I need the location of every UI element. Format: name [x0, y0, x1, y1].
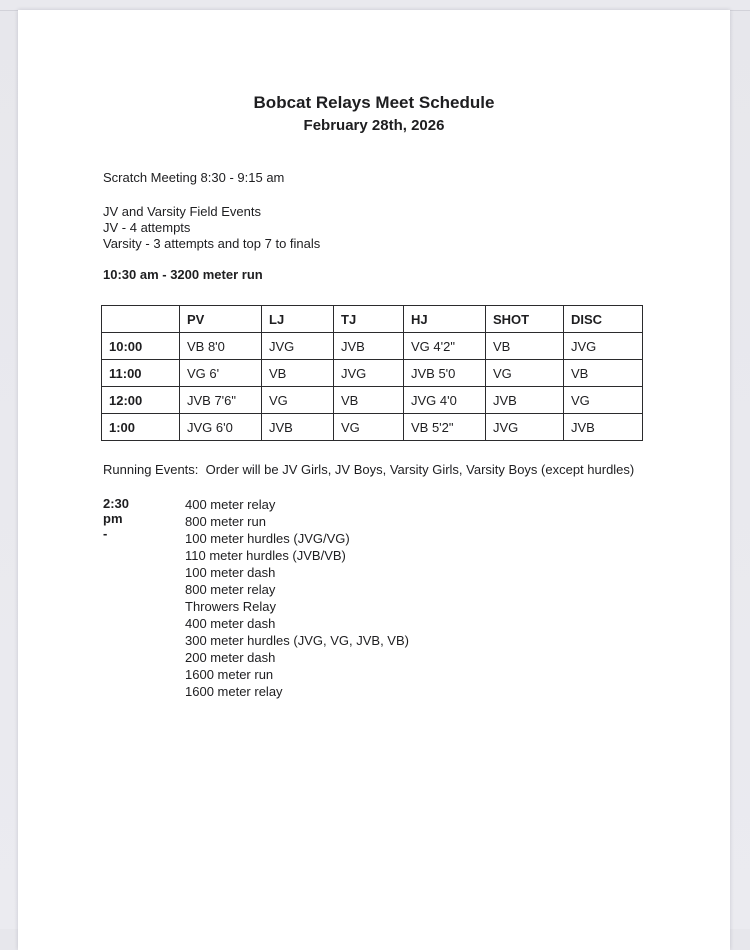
- table-cell: JVB 7'6": [180, 387, 262, 414]
- table-cell: VG: [564, 387, 643, 414]
- table-cell: JVB 5'0: [404, 360, 486, 387]
- header-cell-lj: LJ: [262, 306, 334, 333]
- table-cell: VG 4'2": [404, 333, 486, 360]
- table-cell: VB: [486, 333, 564, 360]
- table-cell: JVB: [564, 414, 643, 441]
- table-cell: JVG: [334, 360, 404, 387]
- table-cell: JVG 6'0: [180, 414, 262, 441]
- running-events-list: [185, 496, 605, 700]
- varsity-attempts-line: Varsity - 3 attempts and top 7 to finals: [103, 236, 321, 251]
- table-cell: 11:00: [102, 360, 180, 387]
- list-item: 800 meter relay: [185, 582, 276, 597]
- table-cell: JVG: [262, 333, 334, 360]
- table-cell: VG: [486, 360, 564, 387]
- document-page: [18, 10, 730, 950]
- table-cell: VB 8'0: [180, 333, 262, 360]
- scratch-meeting-line: Scratch Meeting 8:30 - 9:15 am: [103, 170, 285, 185]
- list-item: 100 meter dash: [185, 565, 276, 580]
- running-events-note: Running Events: Order will be JV Girls, JV Boys, Varsity Girls, Varsity Boys (except hurdles): [103, 462, 635, 477]
- table-cell: JVG: [486, 414, 564, 441]
- running-start-time: 2:30 pm -: [103, 496, 130, 541]
- table-cell: 1:00: [102, 414, 180, 441]
- list-item: 1600 meter run: [185, 667, 274, 682]
- header-cell-time: [102, 306, 180, 333]
- title-block: [18, 92, 730, 136]
- header-cell-tj: TJ: [334, 306, 404, 333]
- table-header-row: [102, 306, 643, 333]
- run-3200-line: 10:30 am - 3200 meter run: [103, 267, 263, 282]
- list-item: 400 meter dash: [185, 616, 276, 631]
- header-cell-disc: DISC: [564, 306, 643, 333]
- header-cell-pv: PV: [180, 306, 262, 333]
- field-events-heading: JV and Varsity Field Events: [103, 204, 261, 219]
- list-item: 110 meter hurdles (JVB/VB): [185, 548, 346, 563]
- header-cell-hj: HJ: [404, 306, 486, 333]
- table-cell: JVG 4'0: [404, 387, 486, 414]
- list-item: 1600 meter relay: [185, 684, 283, 699]
- field-schedule-table: [101, 305, 643, 441]
- list-item: 200 meter dash: [185, 650, 276, 665]
- table-cell: JVB: [334, 333, 404, 360]
- table-cell: JVG: [564, 333, 643, 360]
- table-row: [102, 333, 643, 360]
- document-title: Bobcat Relays Meet Schedule: [253, 93, 495, 112]
- table-row: [102, 360, 643, 387]
- table-cell: VG: [334, 414, 404, 441]
- table-row: [102, 387, 643, 414]
- table-cell: JVB: [262, 414, 334, 441]
- document-date: February 28th, 2026: [303, 117, 445, 134]
- table-cell: VB: [334, 387, 404, 414]
- table-cell: VB: [262, 360, 334, 387]
- table-cell: VG 6': [180, 360, 262, 387]
- table-cell: JVB: [486, 387, 564, 414]
- list-item: 300 meter hurdles (JVG, VG, JVB, VB): [185, 633, 409, 648]
- table-cell: VG: [262, 387, 334, 414]
- list-item: Throwers Relay: [185, 599, 277, 614]
- table-cell: 10:00: [102, 333, 180, 360]
- list-item: 800 meter run: [185, 514, 266, 529]
- field-events-block: [103, 204, 320, 252]
- table-row: [102, 414, 643, 441]
- table-cell: 12:00: [102, 387, 180, 414]
- jv-attempts-line: JV - 4 attempts: [103, 220, 191, 235]
- header-cell-shot: SHOT: [486, 306, 564, 333]
- table-cell: VB: [564, 360, 643, 387]
- list-item: 100 meter hurdles (JVG/VG): [185, 531, 350, 546]
- table-cell: VB 5'2": [404, 414, 486, 441]
- list-item: 400 meter relay: [185, 497, 276, 512]
